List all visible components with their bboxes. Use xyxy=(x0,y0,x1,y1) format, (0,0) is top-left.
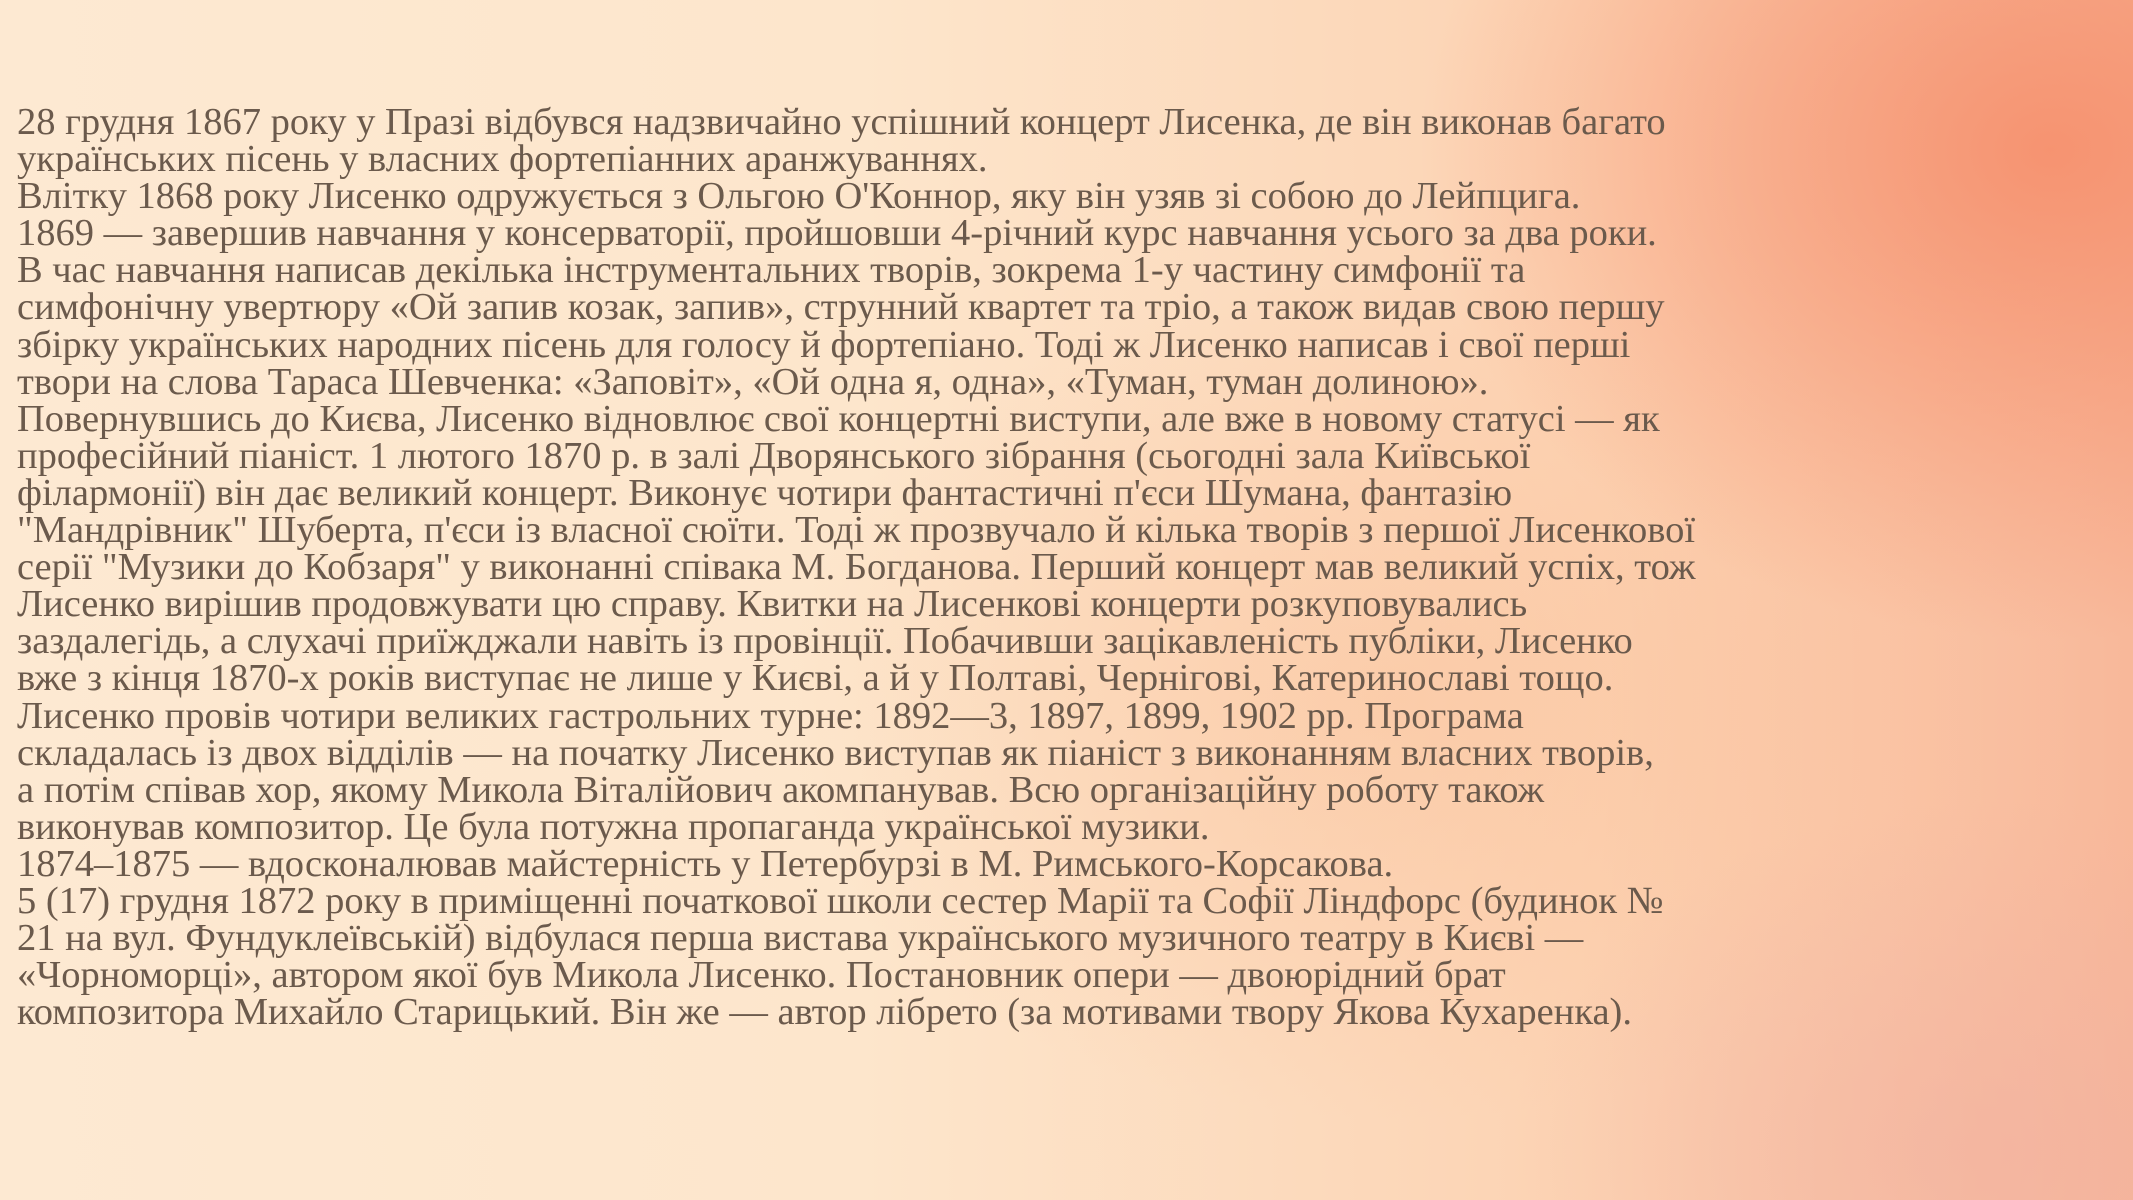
text-line: 1869 — завершив навчання у консерваторії, пройшовши 4-річний курс навчання усього за два роки. xyxy=(17,212,1657,255)
text-line: симфонічну увертюру «Ой запив козак, запив», струнний квартет та тріо, а також видав свою першу xyxy=(17,286,1665,329)
text-line: професійний піаніст. 1 лютого 1870 р. в залі Дворянського зібрання (сьогодні зала Київської xyxy=(17,434,1531,477)
text-line: заздалегідь, а слухачі приїжджали навіть із провінції. Побачивши зацікавленість публіки, Лисенко xyxy=(17,620,1633,663)
text-line: композитора Михайло Старицький. Він же — автор лібрето (за мотивами твору Якова Кухаренка). xyxy=(17,991,1632,1034)
text-line: Влітку 1868 року Лисенко одружується з Ольгою О'Коннор, яку він узяв зі собою до Лейпцига. xyxy=(17,175,1581,218)
text-line: складалась із двох відділів — на початку Лисенко виступав як піаніст з виконанням власних творів, xyxy=(17,731,1654,774)
text-line: Лисенко вирішив продовжувати цю справу. Квитки на Лисенкові концерти розкуповувались xyxy=(17,583,1528,626)
text-line: «Чорноморці», автором якої був Микола Лисенко. Постановник опери — двоюрідний брат xyxy=(17,954,1506,997)
text-line: 1874–1875 — вдосконалював майстерність у Петербурзі в М. Римського-Корсакова. xyxy=(17,842,1394,885)
text-line: а потім співав хор, якому Микола Віталійович акомпанував. Всю організаційну роботу також xyxy=(17,768,1545,811)
text-line: українських пісень у власних фортепіанних аранжуваннях. xyxy=(17,138,988,181)
text-line: "Мандрівник" Шуберта, п'єси із власної сюїти. Тоді ж прозвучало й кілька творів з першої Лисенкової xyxy=(17,509,1696,552)
text-line: 5 (17) грудня 1872 року в приміщенні початкової школи сестер Марії та Софії Ліндфорс (будинок № xyxy=(17,879,1664,922)
text-line: 28 грудня 1867 року у Празі відбувся надзвичайно успішний концерт Лисенка, де він виконав багато xyxy=(17,101,1666,143)
body-text xyxy=(17,101,2117,1034)
text-line: Повернувшись до Києва, Лисенко відновлює свої концертні виступи, але вже в новому статусі — як xyxy=(17,397,1660,440)
text-line: виконував композитор. Це була потужна пропаганда української музики. xyxy=(17,805,1210,848)
text-line: Лисенко провів чотири великих гастрольних турне: 1892—3, 1897, 1899, 1902 рр. Програма xyxy=(17,694,1524,737)
text-line: серії "Музики до Кобзаря" у виконанні співака М. Богданова. Перший концерт мав великий успіх, тож xyxy=(17,546,1696,589)
text-line: 21 на вул. Фундуклеївській) відбулася перша вистава українського музичного театру в Києві — xyxy=(17,917,1584,960)
text-line: збірку українських народних пісень для голосу й фортепіано. Тоді ж Лисенко написав і свої перші xyxy=(17,323,1631,366)
text-line: філармонії) він дає великий концерт. Виконує чотири фантастичні п'єси Шумана, фантазію xyxy=(17,471,1513,514)
text-line: вже з кінця 1870-х років виступає не лише у Києві, а й у Полтаві, Чернігові, Катеринославі тощо. xyxy=(17,657,1614,700)
text-line: твори на слова Тараса Шевченка: «Заповіт», «Ой одна я, одна», «Туман, туман долиною». xyxy=(17,360,1489,403)
text-line: В час навчання написав декілька інструментальних творів, зокрема 1-у частину симфонії та xyxy=(17,249,1526,292)
